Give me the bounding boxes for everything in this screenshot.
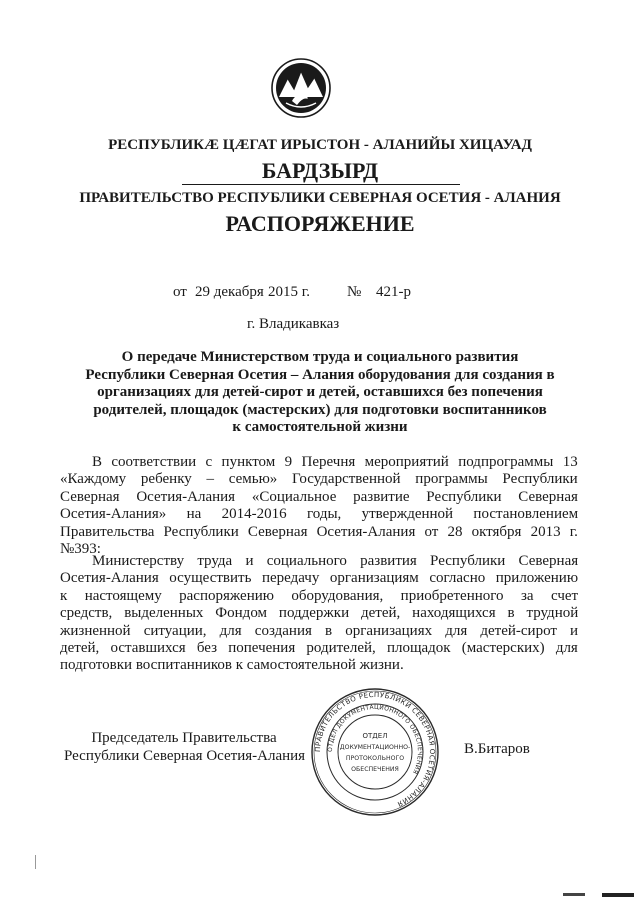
paragraph-line: Северная Осетия-Алания «Социальное развитие Республики Северная bbox=[60, 488, 578, 505]
seal-center-line: ПРОТОКОЛЬНОГО bbox=[345, 755, 405, 762]
paragraph-line: В соответствии с пунктом 9 Перечня мероприятий подпрограммы 13 bbox=[92, 454, 578, 470]
subject-line: организациях для детей-сирот и детей, оставшихся без попечения bbox=[97, 384, 543, 400]
signatory-title-line: Республики Северная Осетия-Алания bbox=[64, 748, 306, 764]
header-russian-government: ПРАВИТЕЛЬСТВО РЕСПУБЛИКИ СЕВЕРНАЯ ОСЕТИЯ - АЛАНИЯ bbox=[79, 190, 561, 206]
paragraph-line: детей, оставшихся без попечения родителей, площадок (мастерских) для bbox=[60, 640, 578, 657]
number-sign: № bbox=[347, 284, 362, 300]
paragraph-line: «Каждому ребенку – семью» Государственной программы Республики bbox=[60, 471, 578, 488]
subject-line: О передаче Министерством труда и социального развития bbox=[121, 349, 519, 365]
header-divider bbox=[182, 184, 460, 185]
signatory-title bbox=[64, 729, 304, 765]
paragraph-line: Осетия-Алания осуществить передачу организациям согласно приложению bbox=[60, 570, 579, 587]
document-number: 421-р bbox=[376, 284, 411, 300]
paragraph-line: к настоящему распоряжению оборудования, приобретенного за счет bbox=[60, 587, 579, 604]
document-date: 29 декабря bbox=[195, 284, 264, 300]
paragraph-order bbox=[60, 553, 578, 675]
paragraph-line: средств, выделенных Фондом поддержки детей, находящихся в трудной bbox=[60, 605, 579, 622]
seal-center-line: ДОКУМЕНТАЦИОННО- bbox=[339, 744, 411, 751]
subject-line: родителей, площадок (мастерских) для подготовки воспитанников bbox=[93, 401, 547, 418]
coat-of-arms-emblem-icon bbox=[270, 57, 332, 119]
seal-outer-text: ПРАВИТЕЛЬСТВО РЕСПУБЛИКИ СЕВЕРНАЯ ОСЕТИЯ-АЛАНИЯ bbox=[313, 690, 437, 809]
paragraph-line: жизненной ситуации, для создания в организациях для детей-сирот и bbox=[60, 622, 579, 639]
document-year: 2015 г. bbox=[268, 284, 310, 300]
scan-mark bbox=[563, 893, 585, 896]
document-subject bbox=[48, 349, 592, 437]
signatory-title-line: Председатель Правительства bbox=[91, 730, 277, 746]
scan-mark bbox=[602, 893, 634, 897]
paragraph-line: №393: bbox=[60, 541, 101, 558]
header-bardzyrd: БАРДЗЫРД bbox=[261, 158, 379, 183]
paragraph-line: Правительства Республики Северная Осетия-Алания от 28 октября 2013 г. bbox=[60, 523, 578, 540]
subject-line: к самостоятельной жизни bbox=[232, 419, 408, 435]
paragraph-line: Министерству труда и социального развития Республики Северная bbox=[92, 553, 579, 569]
paragraph-line: Осетия-Алания» на 2014-2016 годы, утвержденной постановлением bbox=[60, 506, 579, 523]
header-ossetian-government: РЕСПУБЛИКӔ ЦӔГАТ ИРЫСТОН - АЛАНИЙЫ ХИЦАУАД bbox=[108, 137, 532, 153]
date-prefix: от bbox=[173, 284, 187, 300]
official-seal-stamp bbox=[309, 686, 441, 818]
subject-line: Республики Северная Осетия – Алания оборудования для создания в bbox=[85, 366, 555, 383]
signatory-name: В.Битаров bbox=[464, 741, 530, 757]
scan-mark bbox=[35, 855, 36, 869]
city-line: г. Владикавказ bbox=[247, 316, 340, 332]
seal-inner-text: ОТДЕЛ ДОКУМЕНТАЦИОННОГО ОБЕСПЕЧЕНИЯ bbox=[326, 703, 424, 776]
paragraph-preamble bbox=[60, 454, 578, 558]
seal-center-line: ОТДЕЛ bbox=[362, 732, 388, 740]
seal-center-line: ОБЕСПЕЧЕНИЯ bbox=[351, 766, 399, 773]
paragraph-line: подготовки воспитанников к самостоятельной жизни. bbox=[60, 657, 404, 674]
document-type-title: РАСПОРЯЖЕНИЕ bbox=[225, 211, 415, 236]
